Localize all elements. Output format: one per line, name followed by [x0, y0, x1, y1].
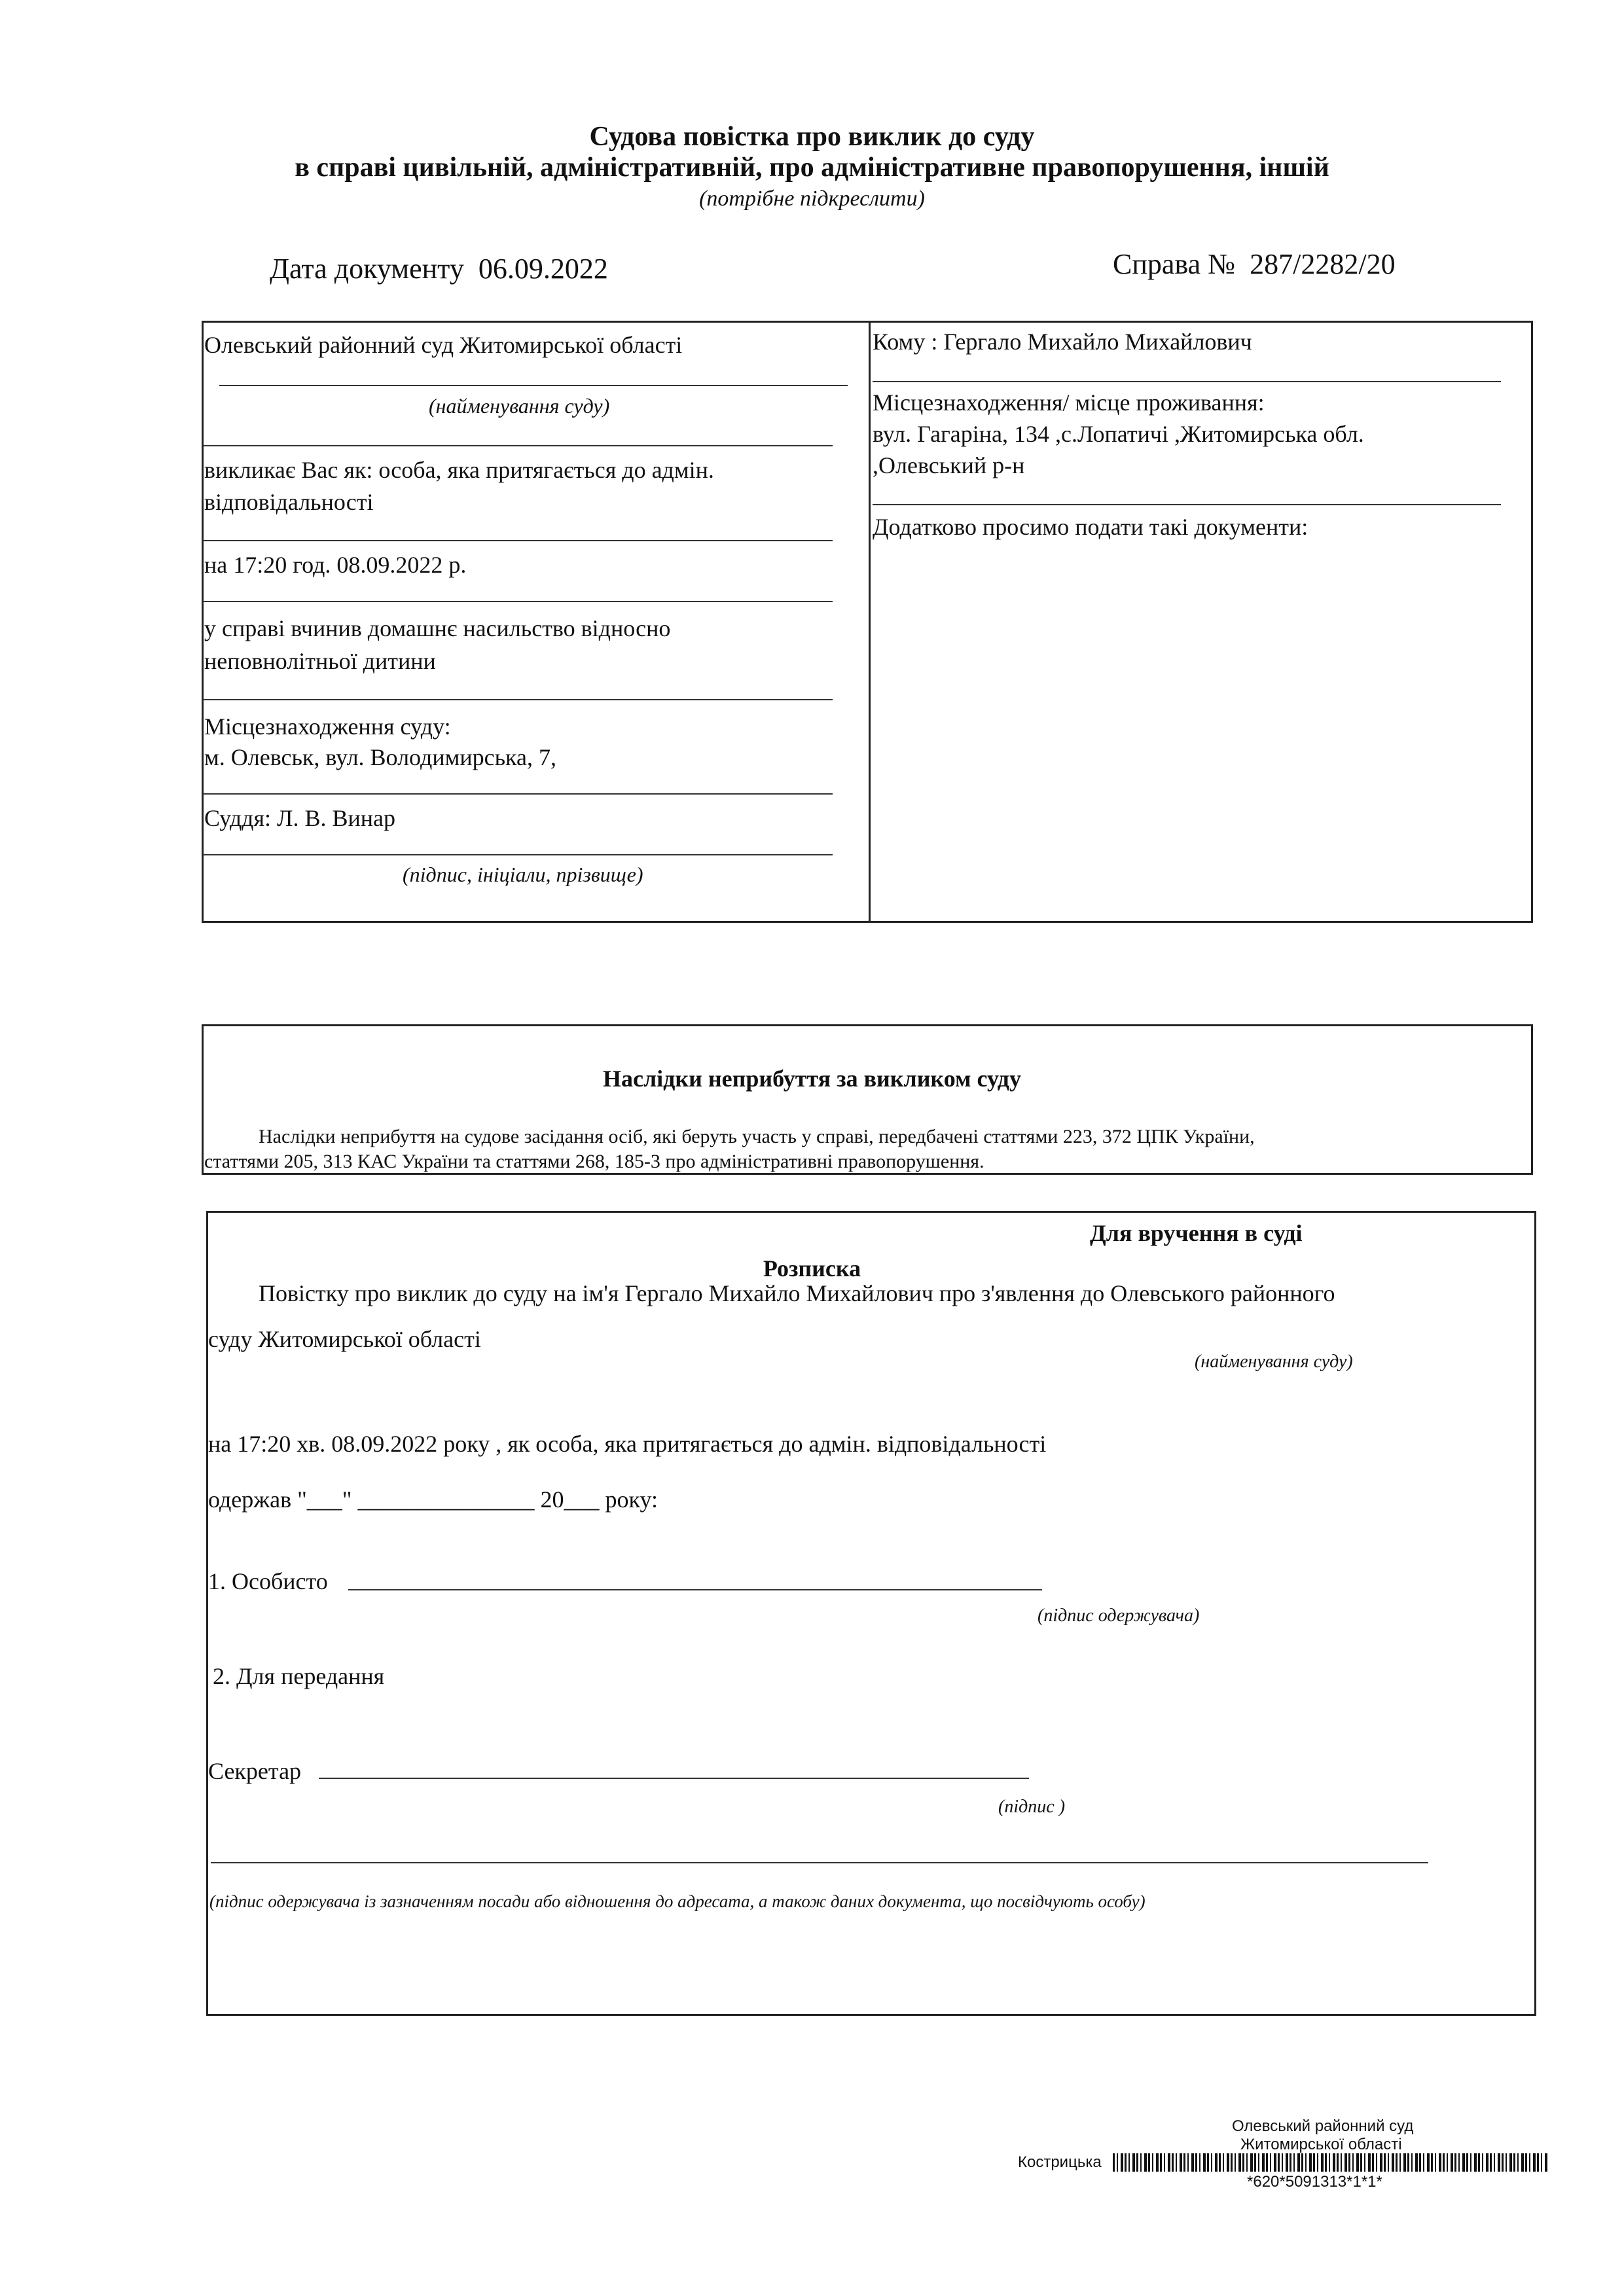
stamp-court-line-2: Житомирської області — [1240, 2136, 1402, 2153]
secretary-label: Секретар — [208, 1758, 302, 1784]
recipient-details-line[interactable] — [211, 1862, 1428, 1863]
address-label: Місцезнаходження/ місце проживання: — [873, 389, 1265, 416]
consequences-text-2: статтями 205, 313 КАС України та статтями 268, 185-3 про адміністративні правопорушення. — [204, 1151, 984, 1172]
date-value: 06.09.2022 — [478, 253, 608, 285]
recipient-details-caption: (підпис одержувача із зазначенням посади або відношення до адресата, а також даних документа, що посвідчують особу) — [209, 1892, 1146, 1911]
case-label: Справа № — [1113, 248, 1236, 280]
court-name: Олевський районний суд Житомирської області — [204, 332, 683, 358]
document-date — [270, 252, 608, 285]
receipt-time-line: на 17:20 хв. 08.09.2022 року , як особа, яка притягається до адмін. відповідальності — [208, 1431, 1047, 1457]
divider-line-1 — [203, 445, 833, 446]
date-label: Дата документу — [270, 253, 464, 285]
address-divider — [873, 504, 1501, 505]
divider-line-2 — [203, 540, 833, 541]
court-location-value: м. Олевськ, вул. Володимирська, 7, — [204, 744, 556, 770]
documents-request: Додатково просимо подати такі документи: — [873, 514, 1308, 540]
personally-signature-line[interactable] — [348, 1589, 1042, 1590]
judge-caption: (підпис, ініціали, прізвище) — [403, 863, 643, 886]
title-line-1: Судова повістка про виклик до суду — [589, 122, 1035, 152]
received-line: одержав "___" _______________ 20___ року: — [208, 1486, 659, 1513]
divider-line-3 — [203, 601, 833, 602]
transfer-label: 2. Для передання — [213, 1663, 385, 1689]
recipient-line — [873, 381, 1501, 382]
secretary-signature-line[interactable] — [319, 1778, 1029, 1779]
recipient-signature-caption: (підпис одержувача) — [1038, 1605, 1200, 1626]
court-caption: (найменування суду) — [429, 394, 610, 418]
stamp-court-line-1: Олевський районний суд — [1232, 2117, 1414, 2135]
judge: Суддя: Л. В. Винар — [204, 805, 395, 831]
receipt-court-caption: (найменування суду) — [1195, 1352, 1353, 1372]
title-note: (потрібне підкреслити) — [699, 187, 925, 211]
address-line-2: ,Олевський р-н — [873, 452, 1025, 478]
case-line-2: неповнолітньої дитини — [204, 648, 436, 674]
clerk-name: Кострицька — [1018, 2153, 1102, 2171]
court-name-line — [219, 385, 848, 386]
secretary-signature-caption: (підпис ) — [998, 1797, 1066, 1817]
consequences-title: Наслідки неприбуття за викликом суду — [603, 1066, 1021, 1092]
case-number — [1113, 247, 1396, 281]
receipt-title: Розписка — [763, 1255, 861, 1282]
divider-line-5 — [203, 793, 833, 795]
court-location-label: Місцезнаходження суду: — [204, 713, 451, 740]
case-value: 287/2282/20 — [1250, 248, 1396, 280]
summons-divider — [869, 322, 871, 922]
receipt-line-1: Повістку про виклик до суду на ім'я Гергало Михайло Михайлович про з'явлення до Олевського районного — [259, 1280, 1335, 1306]
title-line-2: в справі цивільній, адміністративній, про адміністративне правопорушення, іншій — [295, 152, 1329, 183]
summons-line-1: викликає Вас як: особа, яка притягається до адмін. — [204, 457, 714, 483]
summons-line-2: відповідальності — [204, 489, 374, 515]
judge-signature-line — [203, 854, 833, 855]
divider-line-4 — [203, 699, 833, 700]
case-line-1: у справі вчинив домашнє насильство відносно — [204, 615, 671, 641]
barcode-number: *620*5091313*1*1* — [1247, 2173, 1382, 2191]
time-line: на 17:20 год. 08.09.2022 р. — [204, 552, 467, 578]
personally-label: 1. Особисто — [208, 1568, 328, 1594]
for-court-label: Для вручення в суді — [1090, 1220, 1303, 1246]
recipient: Кому : Гергало Михайло Михайлович — [873, 329, 1252, 355]
address-line-1: вул. Гагаріна, 134 ,с.Лопатичі ,Житомирська обл. — [873, 421, 1364, 447]
consequences-text-1: Наслідки неприбуття на судове засідання осіб, які беруть участь у справі, передбачені статтями 223, 372 ЦПК України, — [259, 1126, 1255, 1147]
receipt-line-2: суду Житомирської області — [208, 1326, 481, 1352]
barcode — [1113, 2153, 1548, 2172]
